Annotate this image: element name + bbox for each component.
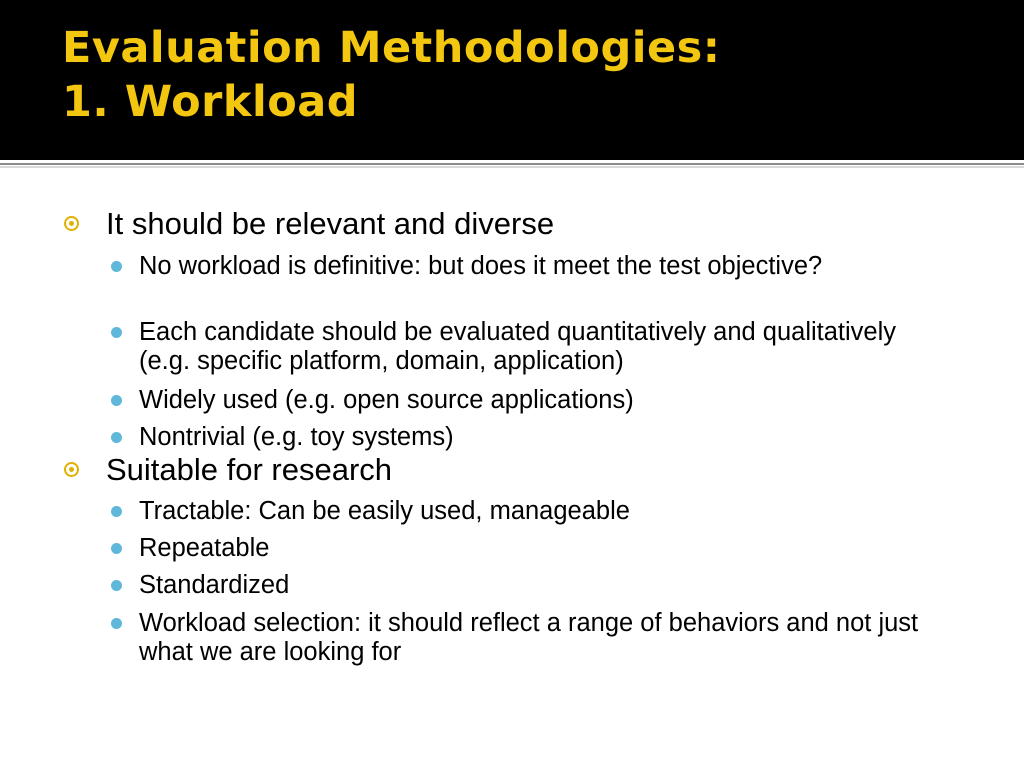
dot-bullet-icon — [111, 327, 122, 338]
dot-bullet-icon — [111, 580, 122, 591]
ring-bullet-icon — [64, 216, 79, 231]
dot-bullet-icon — [111, 618, 122, 629]
sub-bullet-text: Each candidate should be evaluated quantitatively and qualitatively (e.g. specific platform, domain, application) — [139, 318, 897, 375]
bullet-point-text: Suitable for research — [106, 452, 393, 487]
dot-bullet-icon — [111, 261, 122, 272]
ring-bullet-icon — [64, 462, 79, 477]
sub-bullet-text: Tractable: Can be easily used, manageable — [139, 497, 630, 525]
dot-bullet-icon — [111, 543, 122, 554]
slide-title-line-1: Evaluation Methodologies: — [62, 23, 721, 73]
sub-bullet-text: No workload is definitive: but does it meet the test objective? — [139, 252, 823, 280]
dot-bullet-icon — [111, 506, 122, 517]
slide-title-line-2: 1. Workload — [62, 77, 359, 127]
sub-bullet-text: Workload selection: it should reflect a range of behaviors and not just what we are looking for — [139, 609, 919, 666]
sub-bullet-text: Widely used (e.g. open source applications) — [139, 386, 634, 414]
sub-bullet-text: Repeatable — [139, 534, 270, 562]
sub-bullet-text: Standardized — [139, 571, 290, 599]
bullet-point-text: It should be relevant and diverse — [106, 206, 555, 241]
dot-bullet-icon — [111, 395, 122, 406]
dot-bullet-icon — [111, 432, 122, 443]
sub-bullet-text: Nontrivial (e.g. toy systems) — [139, 423, 454, 451]
